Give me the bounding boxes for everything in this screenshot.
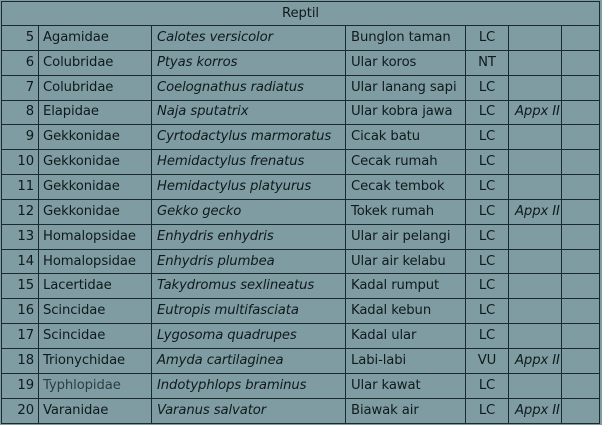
row-number: 13 [2,224,39,249]
scientific-name-cell: Enhydris plumbea [152,249,346,274]
iucn-status-cell: LC [466,249,509,274]
empty-cell [562,199,600,224]
empty-cell [562,150,600,175]
table-caption: Reptil [2,2,600,26]
cites-appendix-cell: Appx II [509,199,562,224]
scientific-name-cell: Eutropis multifasciata [152,299,346,324]
cites-appendix-cell [509,299,562,324]
family-cell: Scincidae [39,299,152,324]
local-name-cell: Ular air kelabu [346,249,466,274]
table-row [2,125,600,150]
local-name-cell: Tokek rumah [346,199,466,224]
table-row [2,100,600,125]
row-number: 11 [2,175,39,200]
table-row [2,299,600,324]
empty-cell [562,75,600,100]
cites-appendix-cell [509,249,562,274]
local-name-cell: Biawak air [346,398,466,423]
iucn-status-cell: LC [466,373,509,398]
row-number: 20 [2,398,39,423]
iucn-status-cell: LC [466,125,509,150]
empty-cell [562,299,600,324]
caption-row [2,2,600,26]
local-name-cell: Cicak batu [346,125,466,150]
scientific-name-cell: Hemidactylus frenatus [152,150,346,175]
table-row [2,224,600,249]
cites-appendix-cell [509,150,562,175]
iucn-status-cell: LC [466,75,509,100]
family-cell: Colubridae [39,50,152,75]
table-row [2,274,600,299]
row-number: 16 [2,299,39,324]
scientific-name-cell: Varanus salvator [152,398,346,423]
cites-appendix-cell [509,274,562,299]
cites-appendix-cell [509,50,562,75]
row-number: 7 [2,75,39,100]
cites-appendix-cell [509,26,562,51]
cites-appendix-cell [509,125,562,150]
iucn-status-cell: LC [466,100,509,125]
local-name-cell: Ular koros [346,50,466,75]
family-cell: Lacertidae [39,274,152,299]
scientific-name-cell: Cyrtodactylus marmoratus [152,125,346,150]
empty-cell [562,324,600,349]
table-row [2,75,600,100]
row-number: 15 [2,274,39,299]
scientific-name-cell: Lygosoma quadrupes [152,324,346,349]
family-cell: Agamidae [39,26,152,51]
cites-appendix-cell: Appx II [509,348,562,373]
row-number: 17 [2,324,39,349]
local-name-cell: Kadal ular [346,324,466,349]
row-number: 12 [2,199,39,224]
row-number: 14 [2,249,39,274]
empty-cell [562,398,600,423]
local-name-cell: Ular lanang sapi [346,75,466,100]
scientific-name-cell: Coelognathus radiatus [152,75,346,100]
iucn-status-cell: LC [466,398,509,423]
scientific-name-cell: Hemidactylus platyurus [152,175,346,200]
family-cell: Gekkonidae [39,175,152,200]
cites-appendix-cell: Appx II [509,100,562,125]
reptile-table [1,1,600,424]
table-row [2,50,600,75]
empty-cell [562,175,600,200]
empty-cell [562,125,600,150]
empty-cell [562,26,600,51]
iucn-status-cell: LC [466,150,509,175]
empty-cell [562,249,600,274]
row-number: 9 [2,125,39,150]
row-number: 10 [2,150,39,175]
table-row [2,348,600,373]
scientific-name-cell: Calotes versicolor [152,26,346,51]
family-cell: Elapidae [39,100,152,125]
table-row [2,199,600,224]
empty-cell [562,348,600,373]
family-cell: Colubridae [39,75,152,100]
cites-appendix-cell [509,175,562,200]
empty-cell [562,274,600,299]
local-name-cell: Ular air pelangi [346,224,466,249]
table-row [2,26,600,51]
iucn-status-cell: LC [466,224,509,249]
family-cell: Homalopsidae [39,249,152,274]
scientific-name-cell: Naja sputatrix [152,100,346,125]
family-cell: Scincidae [39,324,152,349]
table-row [2,175,600,200]
iucn-status-cell: NT [466,50,509,75]
family-cell: Varanidae [39,398,152,423]
scientific-name-cell: Ptyas korros [152,50,346,75]
iucn-status-cell: LC [466,175,509,200]
local-name-cell: Labi-labi [346,348,466,373]
family-cell: Gekkonidae [39,150,152,175]
empty-cell [562,100,600,125]
row-number: 19 [2,373,39,398]
cites-appendix-cell [509,224,562,249]
family-cell: Typhlopidae [39,373,152,398]
iucn-status-cell: LC [466,274,509,299]
table-body [2,26,600,424]
cites-appendix-cell [509,75,562,100]
row-number: 6 [2,50,39,75]
iucn-status-cell: LC [466,199,509,224]
iucn-status-cell: VU [466,348,509,373]
cites-appendix-cell [509,373,562,398]
table-row [2,398,600,423]
family-cell: Trionychidae [39,348,152,373]
row-number: 8 [2,100,39,125]
scientific-name-cell: Enhydris enhydris [152,224,346,249]
family-cell: Gekkonidae [39,125,152,150]
local-name-cell: Cecak rumah [346,150,466,175]
iucn-status-cell: LC [466,299,509,324]
scientific-name-cell: Gekko gecko [152,199,346,224]
local-name-cell: Bunglon taman [346,26,466,51]
cites-appendix-cell [509,324,562,349]
scientific-name-cell: Takydromus sexlineatus [152,274,346,299]
local-name-cell: Kadal rumput [346,274,466,299]
local-name-cell: Ular kawat [346,373,466,398]
empty-cell [562,50,600,75]
cites-appendix-cell: Appx II [509,398,562,423]
family-cell: Homalopsidae [39,224,152,249]
scientific-name-cell: Amyda cartilaginea [152,348,346,373]
table-row [2,324,600,349]
table-row [2,249,600,274]
table-row [2,150,600,175]
row-number: 5 [2,26,39,51]
table-row [2,373,600,398]
iucn-status-cell: LC [466,324,509,349]
scientific-name-cell: Indotyphlops braminus [152,373,346,398]
empty-cell [562,373,600,398]
local-name-cell: Cecak tembok [346,175,466,200]
row-number: 18 [2,348,39,373]
iucn-status-cell: LC [466,26,509,51]
local-name-cell: Kadal kebun [346,299,466,324]
family-cell: Gekkonidae [39,199,152,224]
empty-cell [562,224,600,249]
local-name-cell: Ular kobra jawa [346,100,466,125]
